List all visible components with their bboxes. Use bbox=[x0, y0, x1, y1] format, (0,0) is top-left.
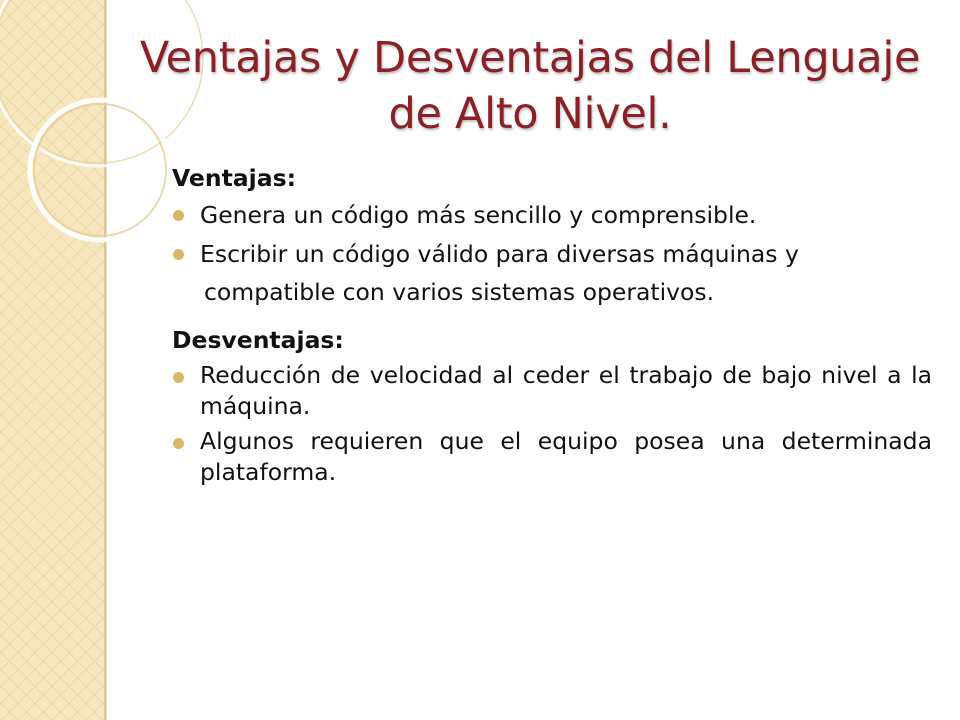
bullet-icon bbox=[173, 372, 184, 383]
title-line-2: de Alto Nivel. bbox=[388, 89, 672, 139]
bullet-icon bbox=[173, 210, 184, 221]
slide-content bbox=[172, 158, 932, 496]
section-heading-ventajas: Ventajas: bbox=[172, 164, 296, 192]
bullet-icon bbox=[173, 438, 184, 449]
bullet-list-desventajas bbox=[172, 360, 932, 488]
list-item bbox=[172, 198, 932, 233]
bullet-continuation-text: compatible con varios sistemas operativos. bbox=[204, 278, 715, 306]
bullet-text: Algunos requieren que el equipo posea una determinada plataforma. bbox=[200, 427, 932, 486]
slide-title bbox=[130, 30, 930, 142]
bullet-text: Reducción de velocidad al ceder el trabajo de bajo nivel a la máquina. bbox=[200, 361, 932, 420]
bullet-icon bbox=[173, 249, 184, 260]
bullet-list-ventajas bbox=[172, 198, 932, 312]
section-heading-desventajas: Desventajas: bbox=[172, 326, 344, 354]
list-item bbox=[172, 237, 932, 312]
title-line-1: Ventajas y Desventajas del Lenguaje bbox=[139, 33, 921, 83]
bullet-text: Genera un código más sencillo y comprensible. bbox=[200, 201, 757, 229]
list-item bbox=[172, 360, 932, 422]
bullet-text: Escribir un código válido para diversas máquinas y bbox=[200, 240, 799, 268]
list-item bbox=[172, 426, 932, 488]
